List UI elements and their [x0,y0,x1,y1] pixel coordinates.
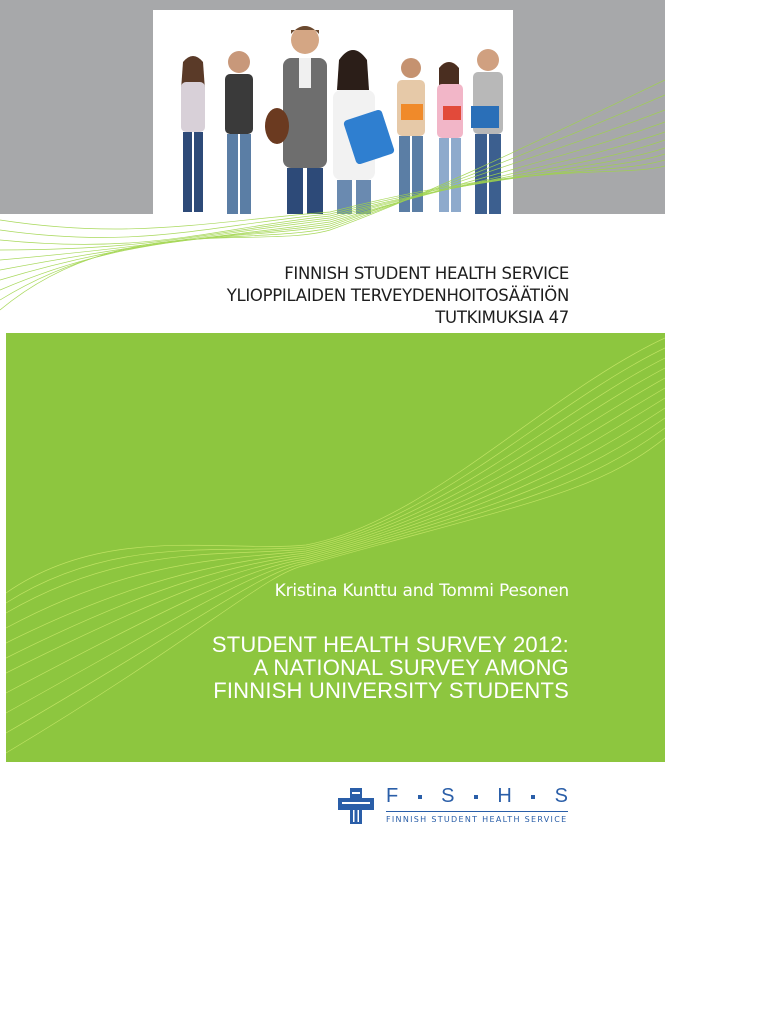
logo-letter: F [386,785,399,807]
logo-dot [531,795,535,799]
title-line-3: FINNISH UNIVERSITY STUDENTS [213,678,569,703]
fshs-logo [338,785,570,828]
logo-subtitle: FINNISH STUDENT HEALTH SERVICE [386,815,568,824]
authors: Kristina Kunttu and Tommi Pesonen [274,581,569,601]
logo-letter: S [554,785,568,807]
logo-rule [386,811,568,812]
title-line-1: STUDENT HEALTH SURVEY 2012: [211,632,569,657]
report-title [212,633,569,702]
logo-dot [474,795,478,799]
publisher-line-2: YLIOPPILAIDEN TERVEYDENHOITOSÄÄTIÖN [226,286,569,305]
title-line-2: A NATIONAL SURVEY AMONG [253,655,569,680]
publisher-line-1: FINNISH STUDENT HEALTH SERVICE [284,264,569,283]
fshs-cross-icon [338,788,374,824]
logo-dot [418,795,422,799]
logo-letters [386,785,568,808]
series-number: TUTKIMUKSIA 47 [435,308,569,327]
logo-letter: S [441,785,455,807]
green-title-panel [6,333,665,762]
logo-letter: H [497,785,512,807]
publisher-block [227,263,569,329]
